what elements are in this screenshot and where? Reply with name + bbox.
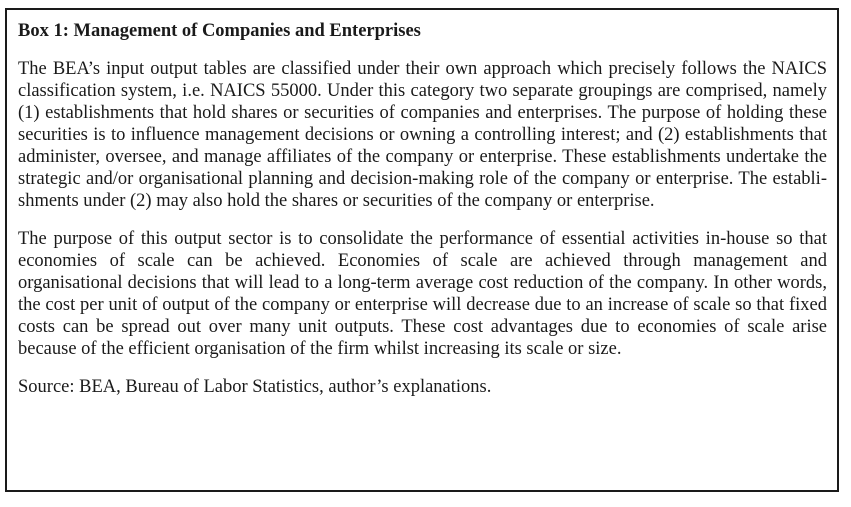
paragraph-2: The purpose of this output sector is to consolidate the performance of essential activities in-house so that economies of scale can be achieved. Economies of scale are achieved through management and organisational decisions that will lead to a long-term average cost reduction of the company. In other words, the cost per unit of output of the company or enterprise will decrease due to an increase of scale so that fixed costs can be spread out over many unit outputs. These cost advantages due to economies of scale arise because of the efficient organisation of the firm whilst increasing its scale or size. [18, 229, 827, 359]
box-title: Box 1: Management of Companies and Enterprises [18, 21, 421, 41]
source-note: Source: BEA, Bureau of Labor Statistics, author’s explanations. [18, 377, 492, 397]
text-box [5, 8, 839, 492]
paragraph-1: The BEA’s input output tables are classified under their own approach which precisely follows the NAICS classification system, i.e. NAICS 55000. Under this category two separate groupings are comprised, namely (1) establishments that hold shares or securities of companies and enterprises. The purpose of holding these securities is to influence management decisions or owning a controlling interest; and (2) establishments that administer, oversee, and manage affiliates of the company or enterprise. These establishments undertake the strategic and/or organisational planning and decision-making role of the company or enterprise. The establishments under (2) may also hold the shares or securities of the company or enterprise. [18, 59, 827, 211]
